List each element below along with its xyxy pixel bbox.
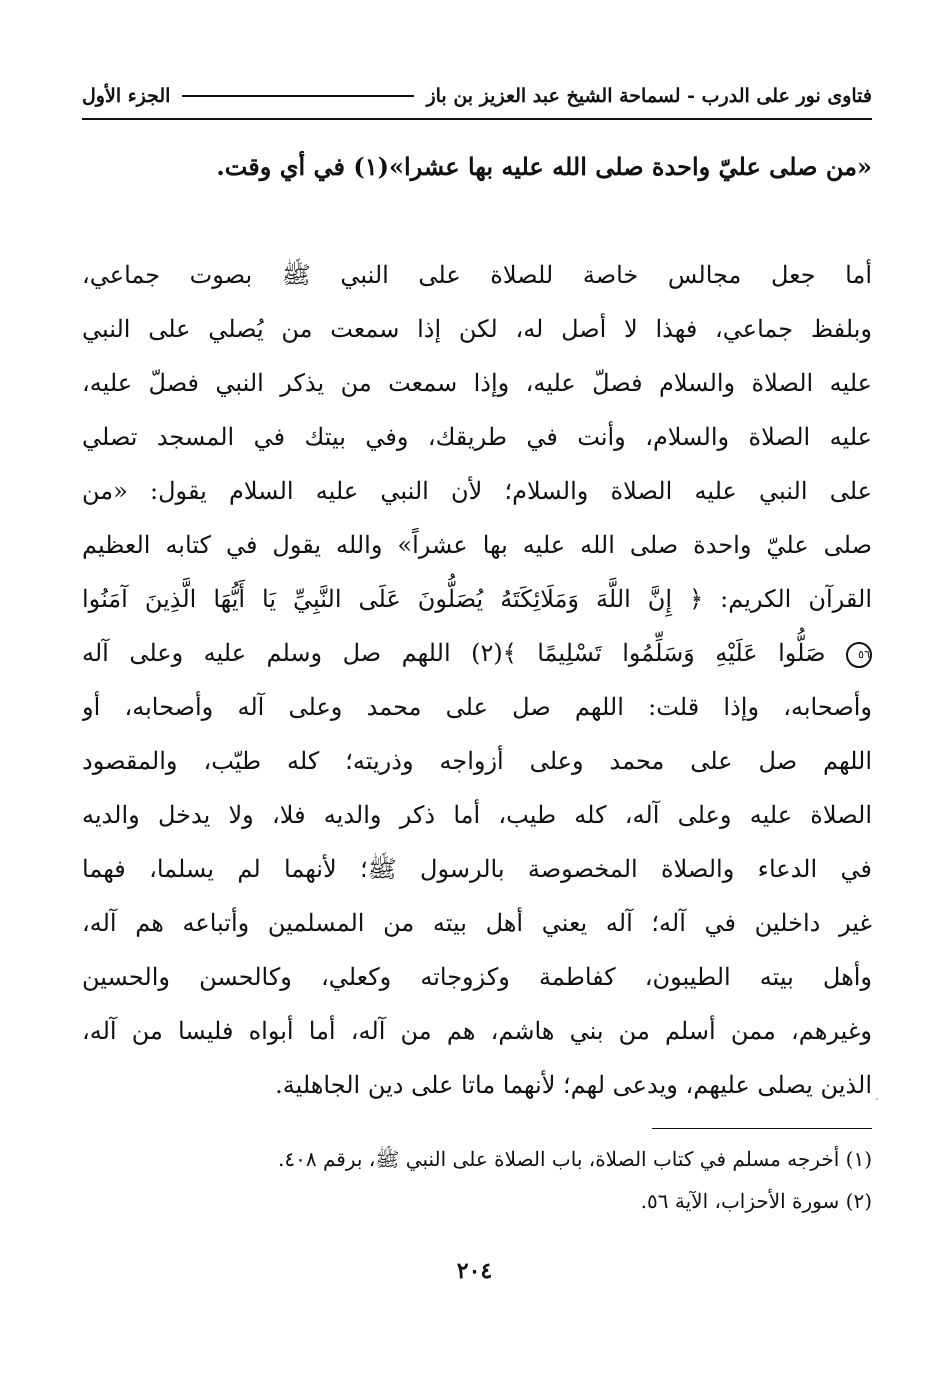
body-line-text: صَلُّوا عَلَيْهِ وَسَلِّمُوا تَسْلِيمًا ﴾(٢) اللهم صل وسلم عليه وعلى آله — [82, 639, 826, 667]
body-line: «من صلى عليّ واحدة صلى الله عليه بها عشرا»(١) في أي وقت. — [216, 152, 872, 181]
footnote-2: (٢) سورة الأحزاب، الآية ٥٦. — [640, 1189, 872, 1213]
paragraph-spacer — [82, 194, 872, 248]
body-line: غير داخلين في آله؛ آله يعني أهل بيته من المسلمين وأتباعه هم آله، — [82, 909, 872, 937]
header-rule — [82, 118, 872, 120]
scan-speck — [876, 1098, 878, 1100]
quran-verse-line: القرآن الكريم: ﴿ إِنَّ اللَّهَ وَمَلَائِكَتَهُ يُصَلُّونَ عَلَى النَّبِيِّ يَا أَيُّهَا الَّذِينَ آمَنُوا — [82, 585, 872, 613]
body-line: وغيرهم، ممن أسلم من بني هاشم، هم من آله، أما أبواه فليسا من آله، — [82, 1017, 872, 1045]
footnotes — [82, 1138, 872, 1222]
body-line: اللهم صل على محمد وعلى أزواجه وذريته؛ كله طيّب، والمقصود — [82, 747, 872, 775]
body-line: الذين يصلى عليهم، ويدعى لهم؛ لأنهما ماتا على دين الجاهلية. — [275, 1071, 872, 1099]
body-line: صلى عليّ واحدة صلى الله عليه بها عشراً» والله يقول في كتابه العظيم — [82, 531, 872, 559]
body-line: الصلاة عليه وعلى آله، كله طيب، أما ذكر والديه فلا، ولا يدخل والديه — [82, 801, 872, 829]
body-line: وأهل بيته الطيبون، كفاطمة وكزوجاته وكعلي، وكالحسن والحسين — [82, 963, 872, 991]
page-number: ٢٠٤ — [456, 1258, 493, 1284]
header-title: فتاوى نور على الدرب - لسماحة الشيخ عبد العزيز بن باز — [426, 85, 872, 107]
running-header — [82, 78, 872, 114]
body-text — [82, 140, 872, 1112]
body-line: في الدعاء والصلاة المخصوصة بالرسول ﷺ؛ لأنهما لم يسلما، فهما — [82, 855, 872, 883]
header-dash-line — [182, 95, 414, 97]
body-line: وبلفظ جماعي، فهذا لا أصل له، لكن إذا سمعت من يُصلي على النبي — [82, 315, 872, 343]
quran-verse-line — [82, 626, 872, 680]
body-line: عليه الصلاة والسلام فصلّ عليه، وإذا سمعت من يذكر النبي فصلّ عليه، — [82, 369, 872, 397]
body-line: وأصحابه، وإذا قلت: اللهم صل على محمد وعلى آله وأصحابه، أو — [82, 693, 872, 721]
footnote-1: (١) أخرجه مسلم في كتاب الصلاة، باب الصلاة على النبي ﷺ، برقم ٤٠٨. — [278, 1147, 872, 1171]
body-line: عليه الصلاة والسلام، وأنت في طريقك، وفي بيتك في المسجد تصلي — [82, 423, 872, 451]
verse-number-icon: ٥٦ — [846, 642, 872, 668]
body-line: على النبي عليه الصلاة والسلام؛ لأن النبي عليه السلام يقول: «من — [82, 477, 872, 505]
body-line: أما جعل مجالس خاصة للصلاة على النبي ﷺ بصوت جماعي، — [82, 261, 872, 289]
header-part: الجزء الأول — [82, 85, 171, 107]
footnote-rule — [652, 1128, 872, 1129]
